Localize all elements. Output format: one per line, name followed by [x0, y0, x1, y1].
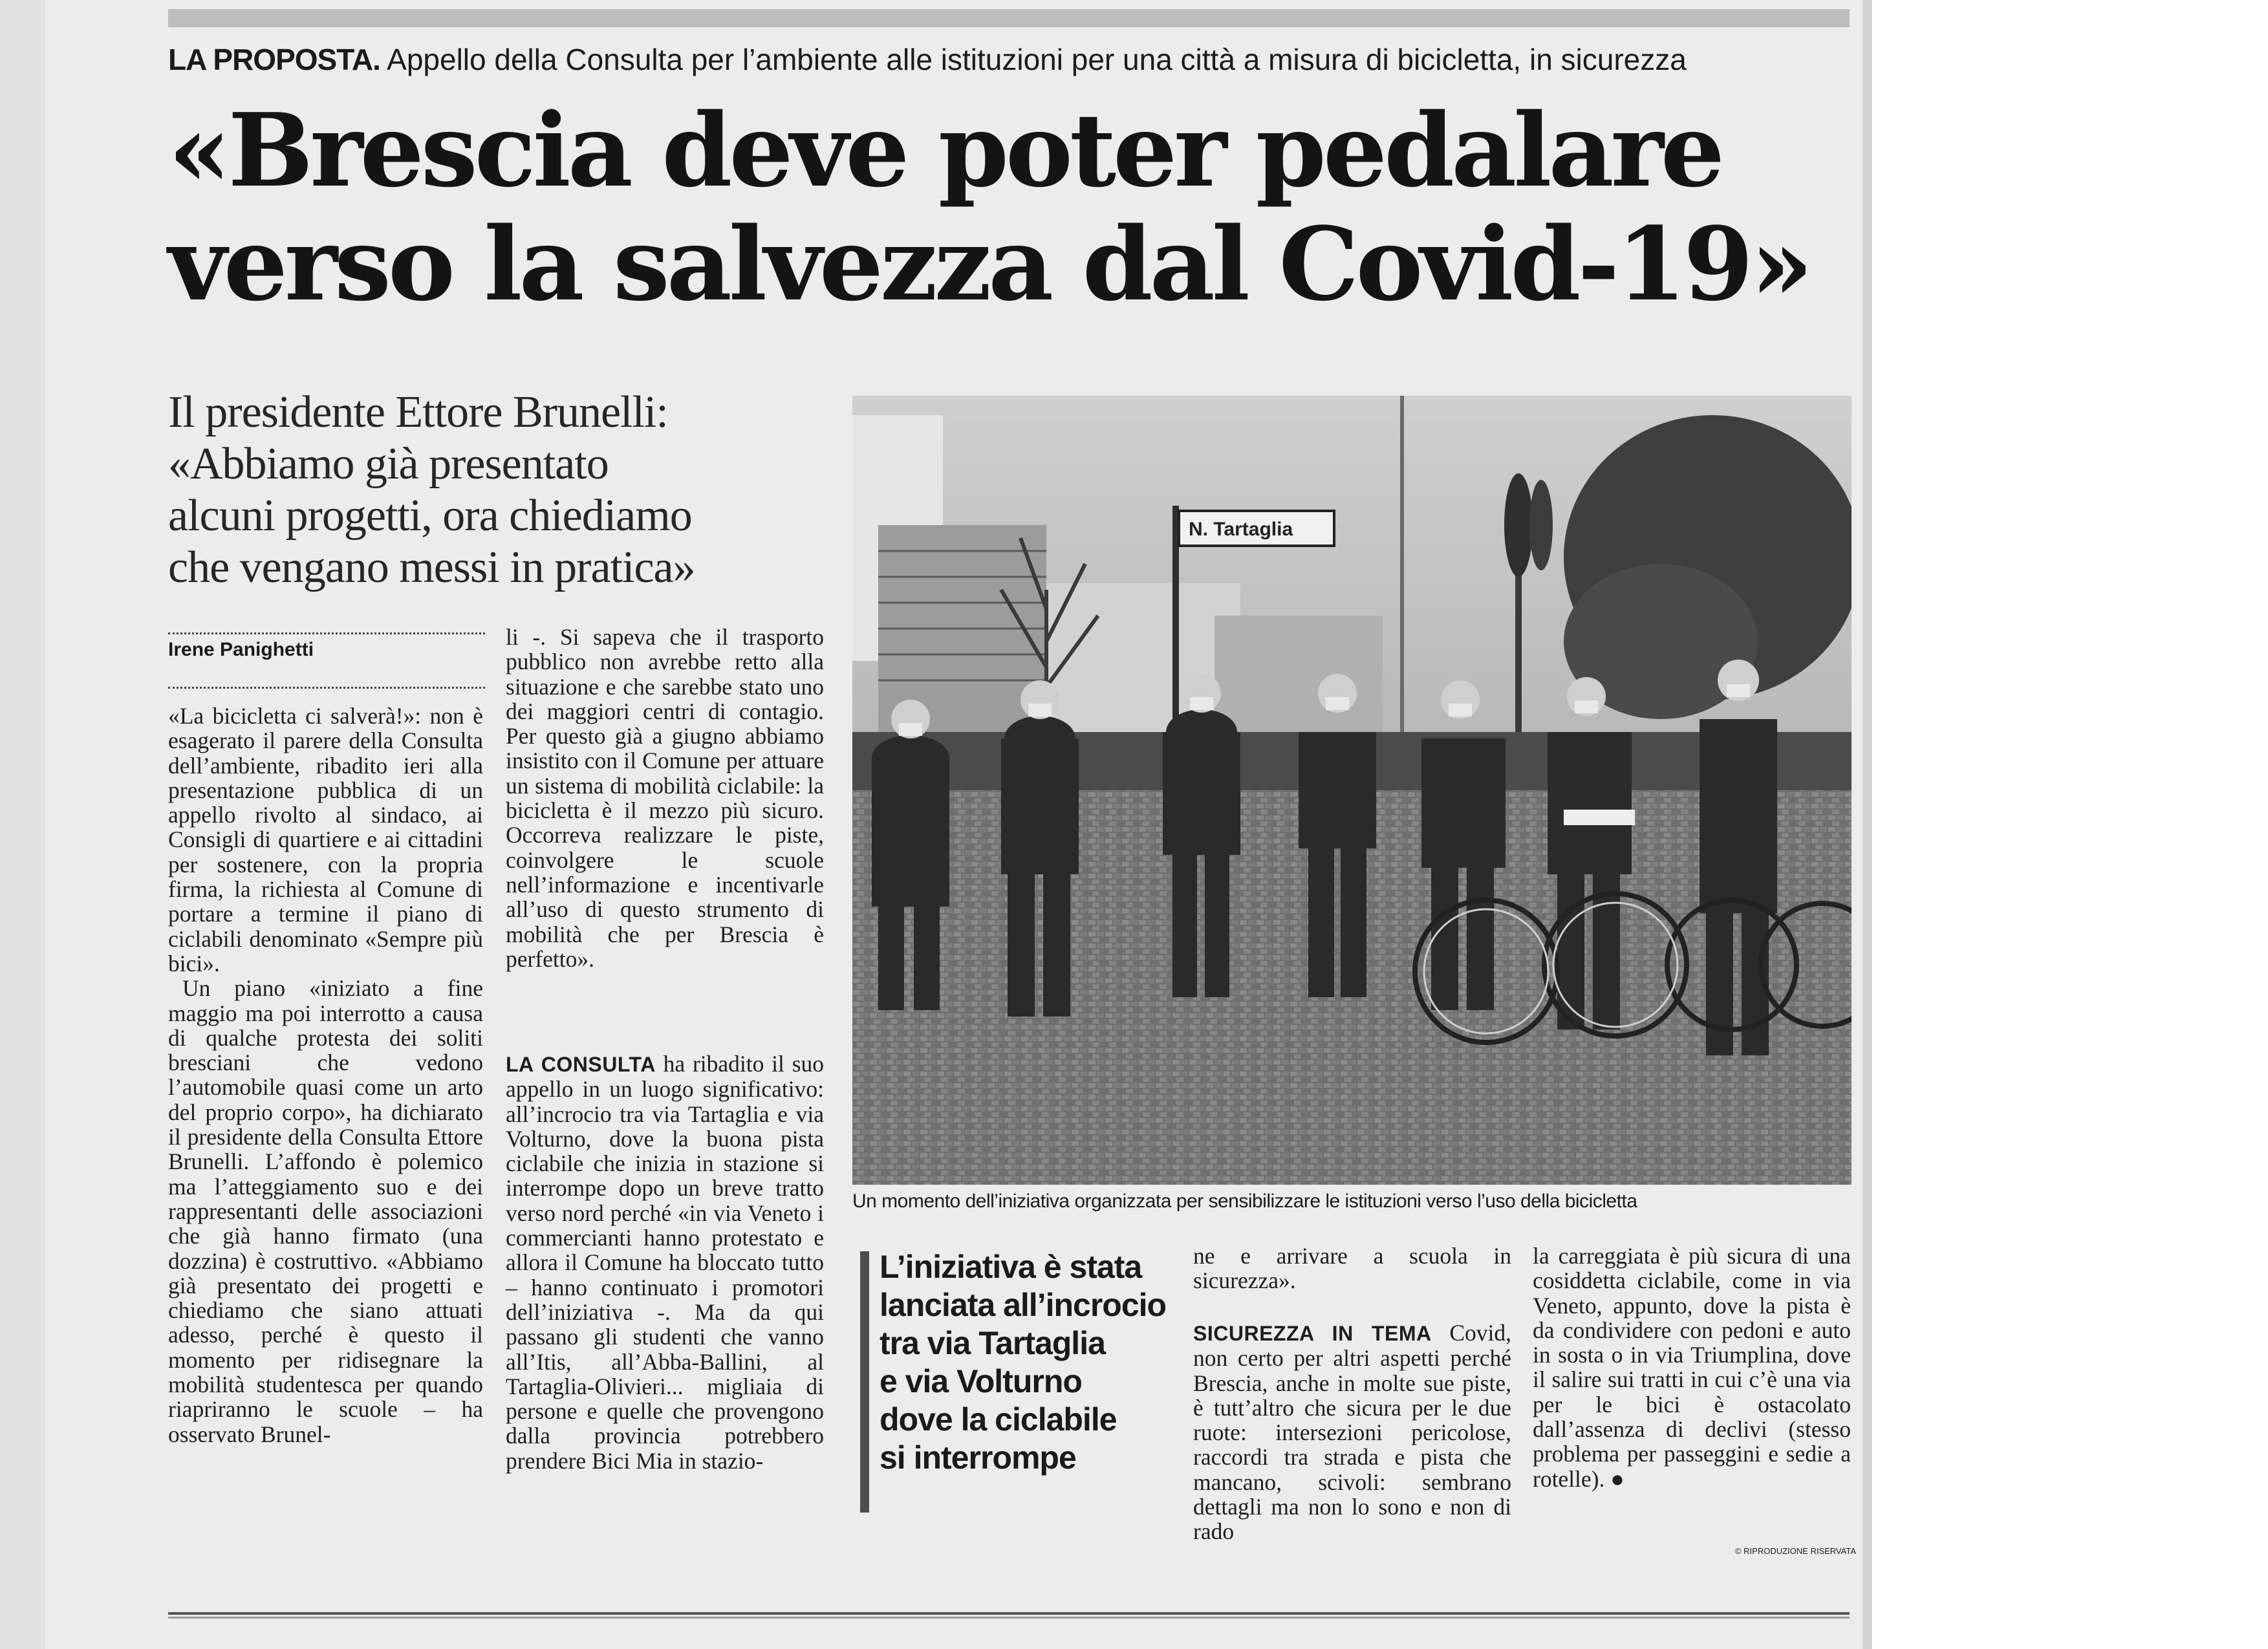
street-sign-text: N. Tartaglia	[1189, 519, 1293, 540]
bottom-rule	[168, 1612, 1850, 1615]
photo-illustration	[852, 396, 1852, 1185]
pullquote-line: L’iniziativa è stata	[880, 1249, 1142, 1285]
byline: Irene Panighetti	[168, 639, 314, 660]
article-paragraph: «La bicicletta ci salverà!»: non è esagerato il parere della Consulta dell’ambiente, ribadito ieri alla presentazione pubblica di un appello rivolto al sindaco, ai Consigli di quartiere e ai cittadini per sostenere, con la propria firma, la richiesta al Comune di portare a termine il piano di ciclabili denominato «Sempre più bici».	[168, 703, 483, 976]
article-photo	[852, 396, 1852, 1185]
article-paragraph: la carreggiata è più sicura di una cosiddetta ciclabile, come in via Veneto, appunto, dove la pista è da condividere con pedoni e auto in sosta o in via Triumplina, dove il salire sui tratti in cui c’è una via per le bici è ostacolato dall’assenza di declivi (stesso problema per passeggini e sedie a rotelle). ●	[1533, 1243, 1851, 1492]
photo-caption: Un momento dell’iniziativa organizzata per sensibilizzare le istituzioni verso l’uso della bicicletta	[852, 1191, 1637, 1212]
article-paragraph: Covid, non certo per altri aspetti perché Brescia, anche in molte sue piste, è tutt’altro che sicura per le due ruote: intersezioni pericolose, raccordi tra strada e pista che mancano, scivoli: sembrano dettagli ma non lo sono e non di rado	[1193, 1320, 1512, 1545]
article-column-3	[1193, 1244, 1511, 1293]
kicker-label: LA PROPOSTA.	[168, 43, 380, 76]
article-column-2-section	[506, 1051, 824, 1473]
article-column-2	[506, 625, 824, 971]
pullquote-line: tra via Tartaglia	[880, 1325, 1105, 1361]
deck-line: che vengano messi in pratica»	[168, 543, 695, 592]
headline-line-2: verso la salvezza dal Covid-19»	[168, 205, 1810, 323]
top-rule	[168, 9, 1850, 27]
article-paragraph: ha ribadito il suo appello in un luogo significativo: all’incrocio tra via Tartaglia e via Volturno, dove la buona pista ciclabile che inizia in stazione si interrompe dopo un breve tratto verso nord perché «in via Veneto i commercianti hanno protestato e allora il Comune ha bloccato tutto – hanno continuato i promotori dell’iniziativa -. Ma da qui passano gli studenti che vanno all’Itis, all’Abba-Ballini, al Tartaglia-Olivieri... migliaia di persone e quelle che provengono dalla provincia potrebbero prendere Bici Mia in stazio-	[506, 1051, 825, 1474]
pullquote-line: dove la ciclabile	[880, 1401, 1117, 1438]
headline-line-1: «Brescia deve poter pedalare	[168, 91, 1722, 210]
kicker-text: Appello della Consulta per l’ambiente alle istituzioni per una città a misura di bicicletta, in sicurezza	[387, 43, 1687, 76]
article-column-3-section	[1193, 1320, 1511, 1544]
pullquote	[880, 1248, 1177, 1477]
section-lead: SICUREZZA IN TEMA	[1193, 1322, 1432, 1345]
copyright-notice: © RIPRODUZIONE RISERVATA	[1734, 1546, 1856, 1556]
pullquote-line: si interrompe	[880, 1439, 1076, 1476]
section-lead: LA CONSULTA	[506, 1053, 656, 1076]
article-paragraph: ne e arrivare a scuola in sicurezza».	[1193, 1243, 1511, 1294]
article-paragraph: li -. Si sapeva che il trasporto pubblico non avrebbe retto alla situazione e che sarebbe stato uno dei maggiori centri di contagio. Per questo già a giugno abbiamo insistito con il Comune per attuare un sistema di mobilità ciclabile: la bicicletta è il mezzo più sicuro. Occorreva realizzare le piste, coinvolgere le scuole nell’informazione e incentivarle all’uso di questo strumento di mobilità che per Brescia è perfetto».	[506, 624, 824, 972]
byline-rule-top	[168, 632, 485, 634]
pullquote-bar	[860, 1251, 869, 1513]
scan-margin	[0, 0, 45, 1649]
headline	[168, 91, 1875, 323]
kicker	[168, 40, 1863, 79]
article-paragraph: Un piano «iniziato a fine maggio ma poi interrotto a causa di qualche protesta dei soliti bresciani che vedono l’automobile quasi come un arto del proprio corpo», ha dichiarato il presidente della Consulta Ettore Brunelli. L’affondo è polemico ma l’atteggiamento suo e dei rappresentanti delle associazioni che già hanno firmato (una dozzina) è costruttivo. «Abbiamo già presentato dei progetti e chiediamo che siano attuati adesso, perché è questo il momento per ridisegnare la mobilità studentesca per quando riapriranno le scuole – ha osservato Brunel-	[168, 975, 483, 1447]
deck-line: Il presidente Ettore Brunelli:	[168, 387, 668, 437]
bottom-rule-secondary	[168, 1617, 1850, 1619]
pullquote-line: lanciata all’incrocio	[880, 1287, 1167, 1323]
article-column-4	[1533, 1244, 1851, 1491]
deck-line: «Abbiamo già presentato	[168, 439, 609, 489]
article-column-1	[168, 704, 483, 1447]
pullquote-line: e via Volturno	[880, 1363, 1082, 1399]
deck-subheadline	[168, 387, 860, 594]
deck-line: alcuni progetti, ora chiediamo	[168, 491, 692, 541]
byline-rule-bottom	[168, 687, 485, 689]
